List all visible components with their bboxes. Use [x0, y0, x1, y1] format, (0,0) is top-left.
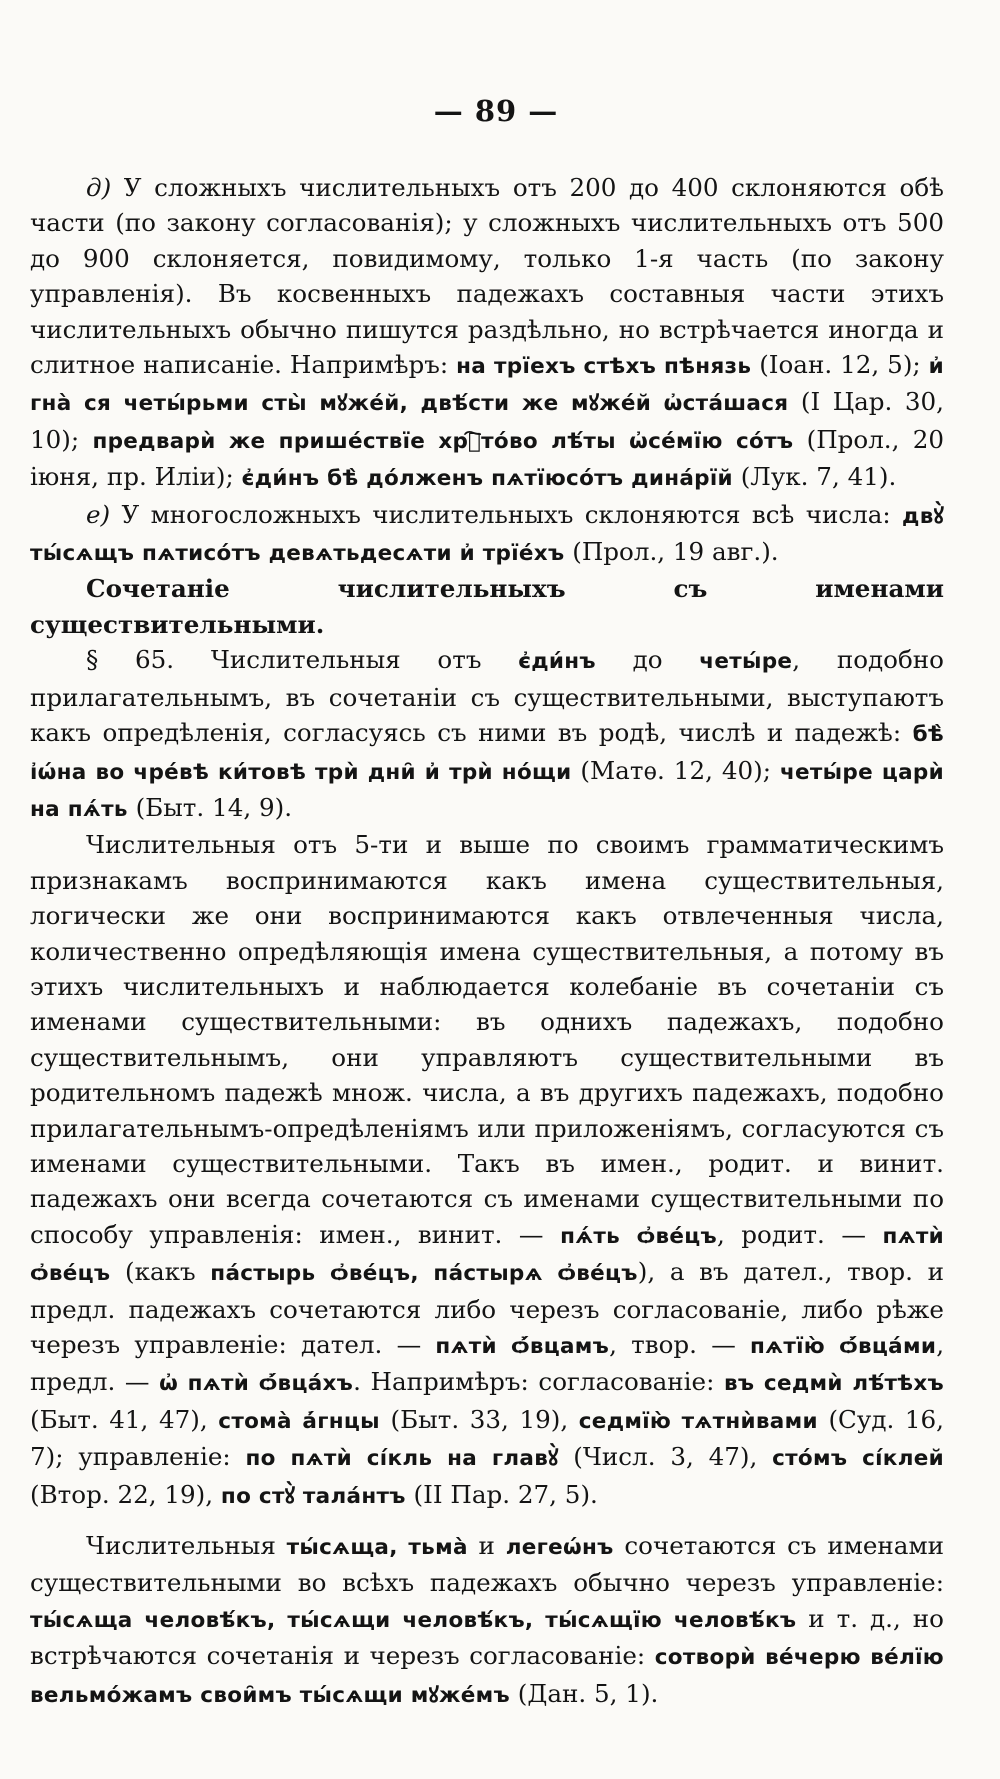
church-slavonic-quote: по пѧтѝ сі́кль на главꙋ̀	[245, 1446, 559, 1472]
church-slavonic-quote: па́стырь ѻ҆ве́цъ, па́стырѧ ѻ҆ве́цъ	[210, 1261, 638, 1287]
church-slavonic-quote: легеѡ́нъ	[505, 1535, 614, 1561]
page-number: — 89 —	[433, 94, 559, 128]
church-slavonic-quote: четы́ре	[699, 649, 793, 675]
church-slavonic-quote: двꙋ̀ ты́сѧщъ пѧтисо́тъ девѧтьдесѧти и҆ трїе́хъ	[30, 503, 944, 567]
church-slavonic-quote: въ седмѝ лѣ́тѣхъ	[723, 1371, 944, 1397]
church-slavonic-quote: и҆ гна̀ ся четы́рьми сты̀ мꙋже́й, двѣ́сти же мꙋже́й ѡ҆ста́шася	[30, 354, 945, 417]
church-slavonic-quote: пѧ́ть ѻ҆ве́цъ	[560, 1223, 717, 1249]
church-slavonic-quote: бѣ̀ і҆ѡ́на во чре́вѣ ки́товѣ трѝ дни̑ и҆ трѝ но́щи	[30, 722, 944, 785]
church-slavonic-quote: є҆ди́нъ	[518, 649, 596, 675]
church-slavonic-quote: сотворѝ ве́черю ве́лїю вельмо́жамъ свои̑мъ ты́сѧщи мꙋже́мъ	[30, 1645, 944, 1708]
church-slavonic-quote: пѧтѝ ѻ҆́вцамъ	[435, 1334, 610, 1359]
paragraph-e: е) У многосложныхъ числительныхъ склоняются всѣ числа: двꙋ̀ ты́сѧщъ пѧтисо́тъ девѧтьдесѧти и҆ трїе́хъ (Прол., 19 авг.).	[30, 499, 944, 567]
paragraph-thousand: Числительныя ты́сѧща, тьма̀ и легеѡ́нъ сочетаются съ именами существительными во всѣхъ падежахъ обычно черезъ управленіе: ты́сѧща человѣ́къ, ты́сѧщи человѣ́къ, ты́сѧщїю человѣ́къ и т. д., но встрѣчаются сочетанія и черезъ согласованіе: сотворѝ ве́черю ве́лїю вельмо́жамъ свои̑мъ ты́сѧщи мꙋже́мъ (Дан. 5, 1).	[30, 1531, 944, 1708]
church-slavonic-quote: ты́сѧща, тьма̀	[286, 1535, 468, 1561]
paragraph-d: д) У сложныхъ числительныхъ отъ 200 до 400 склоняются обѣ части (по закону согласованія); у сложныхъ числительныхъ отъ 500 до 900 склоняется, повидимому, только 1-я часть (по закону управленія). Въ косвенныхъ падежахъ составныя части этихъ числительныхъ обычно пишутся раздѣльно, но встрѣчается иногда и слитное написаніе. Напримѣръ: на трїехъ стѣхъ пѣнязь (Іоан. 12, 5); и҆ гна̀ ся четы́рьми сты̀ мꙋже́й, двѣ́сти же мꙋже́й ѡ҆ста́шася (І Цар. 30, 10); предварѝ же прише́ствїе хрⷭ҇то́во лѣ́ты ѡ҆се́мїю со́тъ (Прол., 20 іюня, пр. Иліи); є҆ди́нъ бѣ̀ до́лженъ пѧтїюсо́тъ дина́рїй (Лук. 7, 41).	[30, 173, 945, 492]
item-marker-d: д)	[86, 173, 112, 202]
paragraph-65: § 65. Числительныя отъ є҆ди́нъ до четы́ре, подобно прилагательнымъ, въ сочетаніи съ существительными, выступаютъ какъ опредѣленія, согласуясь съ ними въ родѣ, числѣ и падежѣ: бѣ̀ і҆ѡ́на во чре́вѣ ки́товѣ трѝ дни̑ и҆ трѝ но́щи (Матѳ. 12, 40); четы́ре царѝ на пѧ́ть (Быт. 14, 9).	[30, 645, 944, 822]
church-slavonic-quote: ты́сѧща человѣ́къ, ты́сѧщи человѣ́къ, ты́сѧщїю человѣ́къ	[30, 1607, 797, 1633]
church-slavonic-quote: на трїехъ стѣхъ пѣнязь	[456, 354, 752, 380]
church-slavonic-quote: пѧтѝ ѻ҆ве́цъ	[30, 1223, 944, 1287]
church-slavonic-quote: по стꙋ̀ тала́нтъ	[220, 1483, 406, 1509]
church-slavonic-quote: предварѝ же прише́ствїе хрⷭ҇то́во лѣ́ты ѡ҆се́мїю со́тъ	[92, 428, 794, 454]
item-marker-e: е)	[86, 499, 111, 529]
church-slavonic-quote: сто́мъ сі́клей	[772, 1446, 944, 1472]
church-slavonic-quote: ѡ҆ пѧтѝ ѻ҆́вца́хъ	[159, 1371, 354, 1397]
church-slavonic-quote: седмїю̀ тѧтнѝвами	[578, 1408, 818, 1434]
paragraph-five-and-above: Числительныя отъ 5-ти и выше по своимъ грамматическимъ признакамъ воспринимаются какъ имена существительныя, логически же они воспринимаются какъ отвлеченныя числа, количественно опредѣляющія имена существительныя, а потому въ этихъ числительныхъ и наблюдается колебаніе въ сочетаніи съ именами существительными: въ однихъ падежахъ, подобно существительнымъ, они управляютъ существительными въ родительномъ падежѣ множ. числа, а въ другихъ падежахъ, подобно прилагательнымъ-опредѣленіямъ или приложеніямъ, согласуются съ именами существительными. Такъ въ имен., родит. и винит. падежахъ они всегда сочетаются съ именами существительными по способу управленія: имен., винит. — пѧ́ть ѻ҆ве́цъ, родит. — пѧтѝ ѻ҆ве́цъ (какъ па́стырь ѻ҆ве́цъ, па́стырѧ ѻ҆ве́цъ), а въ дател., твор. и предл. падежахъ сочетаются либо черезъ согласованіе, либо рѣже черезъ управленіе: дател. — пѧтѝ ѻ҆́вцамъ, твор. — пѧтїю̀ ѻ҆́вца́ми, предл. — ѡ҆ пѧтѝ ѻ҆́вца́хъ. Напримѣръ: согласованіе: въ седмѝ лѣ́тѣхъ (Быт. 41, 47), стома̀ а҆́гнцы (Быт. 33, 19), седмїю̀ тѧтнѝвами (Суд. 16, 7); управленіе: по пѧтѝ сі́кль на главꙋ̀ (Числ. 3, 47), сто́мъ сі́клей (Втор. 22, 19), по стꙋ̀ тала́нтъ (ІІ Пар. 27, 5).	[30, 830, 945, 1509]
page-body	[30, 170, 944, 1713]
church-slavonic-quote: пѧтїю̀ ѻ҆́вца́ми	[750, 1334, 937, 1359]
church-slavonic-quote: четы́ре царѝ на пѧ́ть	[30, 759, 944, 822]
section-heading: Сочетаніе числительныхъ съ именами существительными.	[30, 574, 944, 639]
church-slavonic-quote: є҆ди́нъ бѣ̀ до́лженъ пѧтїюсо́тъ дина́рїй	[241, 466, 733, 492]
church-slavonic-quote: стома̀ а҆́гнцы	[218, 1408, 380, 1434]
